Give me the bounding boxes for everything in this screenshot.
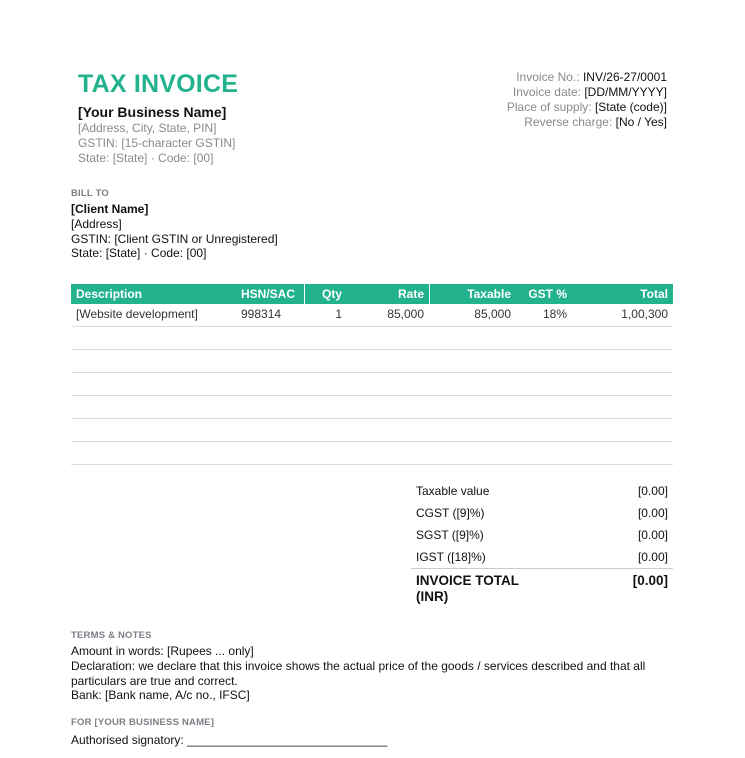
cgst-label: CGST ([9]%) bbox=[416, 506, 485, 520]
client-name: [Client Name] bbox=[71, 202, 149, 216]
header-divider bbox=[429, 284, 430, 304]
reverse-charge-label: Reverse charge: bbox=[524, 115, 613, 129]
client-gstin: GSTIN: [Client GSTIN or Unregistered] bbox=[71, 232, 278, 246]
taxable-value-label: Taxable value bbox=[416, 484, 490, 498]
place-of-supply-label: Place of supply: bbox=[506, 100, 592, 114]
bill-to-label: BILL TO bbox=[71, 188, 109, 199]
table-row bbox=[71, 304, 673, 327]
authorised-signatory: Authorised signatory: ______________________________ bbox=[71, 733, 388, 747]
taxable-value: [0.00] bbox=[637, 484, 668, 498]
cell-rate: 85,000 bbox=[387, 307, 424, 321]
igst-value: [0.00] bbox=[637, 550, 668, 564]
business-name: [Your Business Name] bbox=[78, 104, 227, 120]
reverse-charge: [No / Yes] bbox=[615, 115, 667, 129]
header-qty: Qty bbox=[321, 287, 342, 301]
table-row bbox=[71, 350, 673, 373]
invoice-number: INV/26-27/0001 bbox=[582, 70, 667, 84]
cgst-value: [0.00] bbox=[637, 506, 668, 520]
table-row bbox=[71, 327, 673, 350]
invoice-date-label: Invoice date: bbox=[512, 85, 581, 99]
header-hsn-sac: HSN/SAC bbox=[241, 287, 296, 301]
table-row bbox=[71, 373, 673, 396]
sgst-value: [0.00] bbox=[637, 528, 668, 542]
table-header bbox=[71, 284, 673, 304]
invoice-total: [0.00] bbox=[632, 573, 668, 588]
cell-taxable: 85,000 bbox=[474, 307, 511, 321]
place-of-supply: [State (code)] bbox=[594, 100, 667, 114]
cell-description: [Website development] bbox=[76, 307, 198, 321]
business-gstin: GSTIN: [15-character GSTIN] bbox=[78, 136, 236, 150]
table-row bbox=[71, 442, 673, 465]
header-taxable: Taxable bbox=[467, 287, 511, 301]
cell-gst-percent: 18% bbox=[542, 307, 567, 321]
header-total: Total bbox=[640, 287, 668, 301]
signature-label: FOR [YOUR BUSINESS NAME] bbox=[71, 717, 215, 728]
summary-divider bbox=[411, 568, 673, 569]
cell-qty: 1 bbox=[335, 307, 342, 321]
invoice-number-row bbox=[387, 70, 667, 85]
cell-hsn-sac: 998314 bbox=[241, 307, 282, 321]
header-description: Description bbox=[76, 287, 143, 301]
header-divider bbox=[304, 284, 305, 304]
terms-label: TERMS & NOTES bbox=[71, 630, 152, 641]
business-address: [Address, City, State, PIN] bbox=[78, 121, 217, 135]
client-state: State: [State] · Code: [00] bbox=[71, 246, 207, 260]
invoice-date: [DD/MM/YYYY] bbox=[584, 85, 667, 99]
sgst-label: SGST ([9]%) bbox=[416, 528, 484, 542]
invoice-meta bbox=[387, 70, 667, 130]
place-of-supply-row bbox=[387, 100, 667, 115]
invoice-number-label: Invoice No.: bbox=[516, 70, 580, 84]
header-rate: Rate bbox=[397, 287, 424, 301]
line-items-table bbox=[71, 284, 673, 465]
header-gst-percent: GST % bbox=[528, 287, 567, 301]
invoice-date-row bbox=[387, 85, 667, 100]
igst-label: IGST ([18]%) bbox=[416, 550, 486, 564]
client-address: [Address] bbox=[71, 217, 122, 231]
amount-in-words: Amount in words: [Rupees ... only] bbox=[71, 644, 254, 658]
business-state: State: [State] · Code: [00] bbox=[78, 151, 214, 165]
bank-details: Bank: [Bank name, A/c no., IFSC] bbox=[71, 688, 250, 702]
declaration: Declaration: we declare that this invoice shows the actual price of the goods / services described and that all particulars are true and correct. bbox=[71, 659, 646, 688]
reverse-charge-row bbox=[387, 115, 667, 130]
invoice-total-label: INVOICE TOTAL (INR) bbox=[416, 573, 519, 604]
invoice-title: TAX INVOICE bbox=[78, 70, 239, 98]
table-row bbox=[71, 396, 673, 419]
table-row bbox=[71, 419, 673, 442]
cell-total: 1,00,300 bbox=[621, 307, 668, 321]
